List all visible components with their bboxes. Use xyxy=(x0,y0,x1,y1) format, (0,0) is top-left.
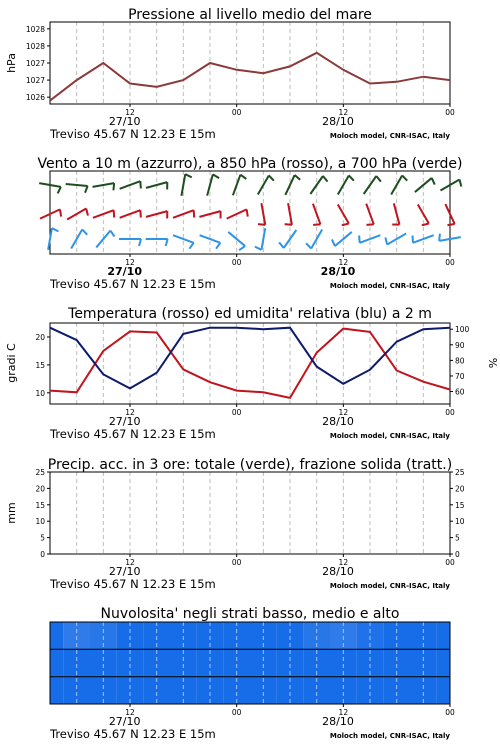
y2-tick-label: 90 xyxy=(455,340,465,350)
x-date-label: 28/10 xyxy=(322,415,354,428)
x-date-label: 28/10 xyxy=(320,265,356,278)
y2-tick-label: 10 xyxy=(455,517,465,527)
y-tick-label: 20 xyxy=(35,484,45,494)
model-credit: Moloch model, CNR-ISAC, Italy xyxy=(329,732,450,740)
humidity-line xyxy=(50,328,450,389)
wind-barb xyxy=(67,209,88,220)
wind-title: Vento a 10 m (azzurro), a 850 hPa (rosso), a 700 hPa (verde) xyxy=(37,156,463,172)
wind-barb xyxy=(306,229,322,248)
y-tick-label: 1027 xyxy=(25,76,45,86)
y2-tick-label: 100 xyxy=(455,325,470,335)
cloud-cell xyxy=(50,649,63,676)
station-location: Treviso 45.67 N 12.23 E 15m xyxy=(50,427,216,441)
model-credit: Moloch model, CNR-ISAC, Italy xyxy=(329,282,450,290)
y-tick-label: 1028 xyxy=(25,41,45,51)
x-tick-label: 00 xyxy=(445,558,455,567)
y-tick-label: 0 xyxy=(40,550,45,559)
cloud-cell xyxy=(50,622,63,649)
pressure-title: Pressione al livello medio del mare xyxy=(128,7,372,23)
x-date-label: 28/10 xyxy=(322,565,354,578)
x-date-label: 27/10 xyxy=(108,415,141,428)
precipitation-title: Precip. acc. in 3 ore: totale (verde), frazione solida (tratt.) xyxy=(47,457,453,473)
wind-panel xyxy=(37,156,462,291)
x-tick-label: 12 xyxy=(338,558,349,567)
pressure-line xyxy=(50,53,450,101)
y-tick-label: 1027 xyxy=(25,59,45,68)
y2-tick-label: 0 xyxy=(455,550,460,559)
y2-tick-label: 15 xyxy=(455,500,465,510)
y2-tick-label: 60 xyxy=(455,387,465,397)
x-tick-label: 00 xyxy=(231,258,242,267)
x-tick-label: 12 xyxy=(338,108,349,117)
y-tick-label: 1026 xyxy=(25,93,45,103)
wind-barb xyxy=(258,203,265,225)
temperature-title: Temperatura (rosso) ed umidita' relativa (blu) a 2 m xyxy=(68,306,432,322)
precipitation-ylabel: mm xyxy=(5,502,18,524)
y2-tick-label: 20 xyxy=(455,484,465,494)
y-tick-label: 25 xyxy=(35,468,45,477)
x-date-label: 28/10 xyxy=(322,115,354,128)
model-credit: Moloch model, CNR-ISAC, Italy xyxy=(329,432,450,440)
wind-barb xyxy=(207,174,219,195)
y2-tick-label: 25 xyxy=(455,468,465,477)
y2-tick-label: 5 xyxy=(455,533,460,543)
model-credit: Moloch model, CNR-ISAC, Italy xyxy=(329,582,450,590)
pressure-frame xyxy=(50,22,450,104)
x-tick-label: 12 xyxy=(125,558,135,567)
wind-barb xyxy=(392,203,399,224)
cloud-panel xyxy=(49,606,455,741)
wind-barb xyxy=(96,231,114,248)
x-tick-label: 12 xyxy=(338,408,349,417)
x-tick-label: 00 xyxy=(445,708,455,717)
station-location: Treviso 45.67 N 12.23 E 15m xyxy=(50,727,216,741)
x-tick-label: 00 xyxy=(231,108,242,117)
wind-barb xyxy=(364,176,381,194)
wind-barb xyxy=(181,174,191,196)
wind-barb xyxy=(440,180,461,191)
x-date-label: 28/10 xyxy=(322,715,354,728)
x-tick-label: 12 xyxy=(125,258,135,267)
y-tick-label: 15 xyxy=(35,500,45,510)
x-tick-label: 12 xyxy=(125,108,135,117)
y-tick-label: 15 xyxy=(35,360,45,370)
cloud-cell xyxy=(50,677,63,704)
temperature-ylabel: gradi C xyxy=(5,343,18,383)
x-tick-label: 12 xyxy=(125,408,135,417)
x-tick-label: 00 xyxy=(445,258,455,267)
wind-barb xyxy=(258,175,274,194)
x-date-label: 27/10 xyxy=(107,265,142,278)
pressure-panel xyxy=(5,7,455,141)
x-tick-label: 00 xyxy=(231,558,242,567)
x-date-label: 27/10 xyxy=(108,715,141,728)
cloud-cell xyxy=(437,622,450,649)
x-tick-label: 12 xyxy=(338,708,349,717)
cloud-cell xyxy=(437,649,450,676)
x-date-label: 27/10 xyxy=(108,565,141,578)
wind-barb xyxy=(40,209,61,218)
y2-tick-label: 80 xyxy=(455,356,465,366)
x-date-label: 27/10 xyxy=(108,115,141,128)
y-tick-label: 10 xyxy=(35,517,45,527)
wind-barb xyxy=(332,232,352,246)
wind-barb xyxy=(227,209,248,218)
wind-barb xyxy=(338,175,354,194)
station-location: Treviso 45.67 N 12.23 E 15m xyxy=(50,577,216,591)
y-tick-label: 10 xyxy=(35,388,45,398)
cloud-cell xyxy=(437,677,450,704)
temperature-line xyxy=(50,329,450,398)
y-tick-label: 5 xyxy=(40,533,45,543)
wind-barb xyxy=(199,211,220,218)
precipitation-panel xyxy=(5,457,465,591)
wind-barb xyxy=(285,203,292,225)
x-tick-label: 12 xyxy=(338,258,349,267)
y-tick-label: 1028 xyxy=(25,24,45,34)
wind-barb xyxy=(71,229,87,248)
temperature-panel xyxy=(5,306,499,441)
wind-barb xyxy=(255,228,265,250)
wind-barb xyxy=(310,176,327,194)
precipitation-frame xyxy=(50,472,450,554)
x-tick-label: 00 xyxy=(445,408,455,417)
station-location: Treviso 45.67 N 12.23 E 15m xyxy=(50,127,216,141)
wind-barb xyxy=(391,175,407,194)
y-tick-label: 20 xyxy=(35,332,45,342)
pressure-ylabel: hPa xyxy=(5,53,18,73)
wind-barb xyxy=(415,178,435,192)
cloud-title: Nuvolosita' negli strati basso, medio e alto xyxy=(100,606,400,622)
station-location: Treviso 45.67 N 12.23 E 15m xyxy=(50,277,216,291)
x-tick-label: 12 xyxy=(125,708,135,717)
x-tick-label: 00 xyxy=(445,108,455,117)
wind-barb xyxy=(146,211,167,218)
wind-barb xyxy=(233,175,246,196)
wind-barb xyxy=(385,234,406,245)
wind-barb xyxy=(279,230,296,248)
wind-barb xyxy=(285,175,300,195)
x-tick-label: 00 xyxy=(231,408,242,417)
humidity-ylabel: % xyxy=(486,357,499,369)
x-tick-label: 00 xyxy=(231,708,242,717)
y2-tick-label: 70 xyxy=(455,371,465,381)
model-credit: Moloch model, CNR-ISAC, Italy xyxy=(329,132,450,140)
